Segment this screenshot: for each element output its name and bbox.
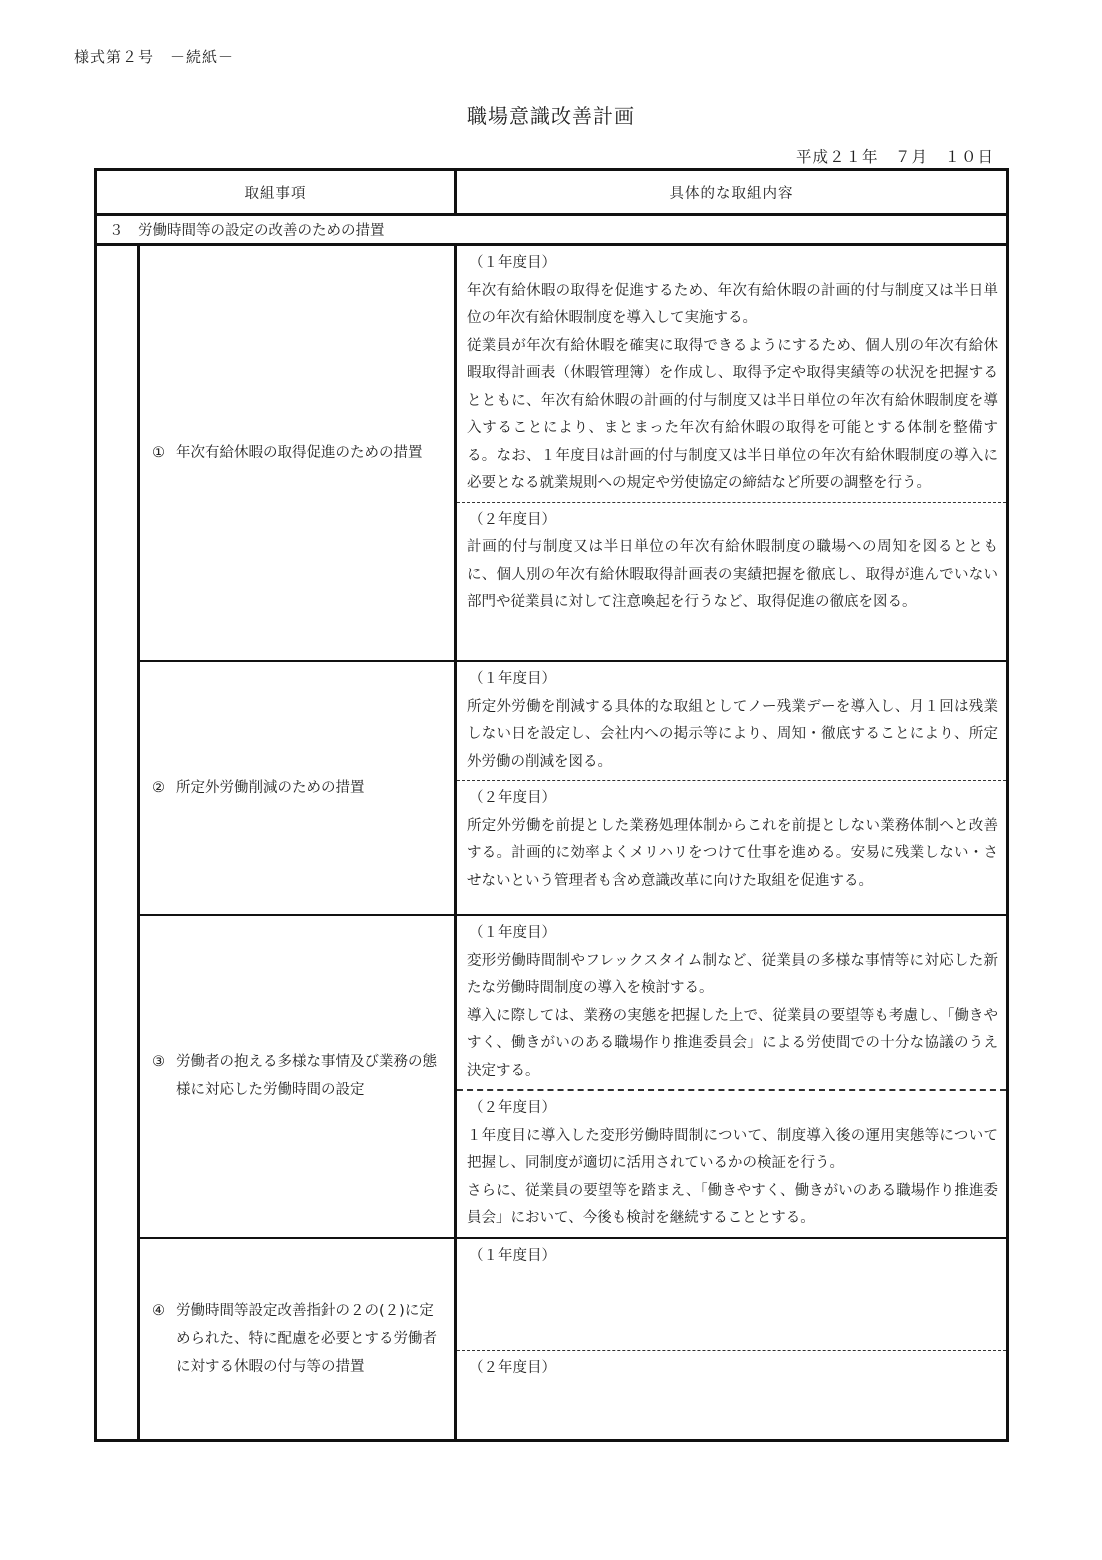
item-label-cell xyxy=(139,661,456,915)
table-row xyxy=(96,1238,1008,1441)
year1-paragraph: 年次有給休暇の取得を促進するため、年次有給休暇の計画的付与制度又は半日単位の年次有給休暇制度を導入して実施する。 xyxy=(467,282,998,326)
item-number: ③ xyxy=(152,1054,165,1071)
year2-block xyxy=(457,1350,1006,1439)
section-row xyxy=(96,215,1008,245)
table-row xyxy=(96,245,1008,662)
year2-label: （２年度目） xyxy=(469,511,556,528)
indent-column xyxy=(96,245,139,1441)
document-title: 職場意識改善計画 xyxy=(467,104,635,128)
year2-label: （２年度目） xyxy=(469,1359,556,1376)
year2-block xyxy=(457,502,1006,621)
item-content-cell xyxy=(456,1238,1008,1441)
section-title: ３ 労働時間等の設定の改善のための措置 xyxy=(96,215,1008,245)
year1-block xyxy=(457,916,1006,1089)
year1-block xyxy=(457,1239,1006,1350)
item-label-cell xyxy=(139,915,456,1238)
item-number: ① xyxy=(152,445,165,461)
table-header-row xyxy=(96,170,1008,215)
document-date: 平成２１年 ７月 １０日 xyxy=(795,148,994,166)
form-number: 様式第２号 －続紙－ xyxy=(74,48,235,66)
table-row xyxy=(96,915,1008,1238)
item-label: 年次有給休暇の取得促進のための措置 xyxy=(176,445,423,461)
header-measures: 取組事項 xyxy=(96,170,456,215)
year1-paragraph: 導入に際しては、業務の実態を把握した上で、従業員の要望等も考慮し、「働きやすく、働きがいのある職場作り推進委員会」による労使間での十分な協議のうえ決定する。 xyxy=(467,1007,998,1079)
year2-label: （２年度目） xyxy=(469,790,556,806)
year2-paragraph: 計画的付与制度又は半日単位の年次有給休暇制度の職場への周知を図るとともに、個人別の年次有給休暇取得計画表の実績把握を徹底し、取得が進んでいない部門や従業員に対して注意喚起を行うなど、取得促進の徹底を図る。 xyxy=(467,539,998,610)
year1-block xyxy=(457,246,1006,502)
item-label-cell xyxy=(139,1238,456,1441)
year2-paragraph: １年度目に導入した変形労働時間制について、制度導入後の運用実態等について把握し、同制度が適切に活用されているかの検証を行う。 xyxy=(467,1127,998,1171)
year1-paragraph: 変形労働時間制やフレックスタイム制など、従業員の多様な事情等に対応した新たな労働時間制度の導入を検討する。 xyxy=(467,952,998,996)
year1-paragraph: 従業員が年次有給休暇を確実に取得できるようにするため、個人別の年次有給休暇取得計画表（休暇管理簿）を作成し、取得予定や取得実績等の状況を把握するとともに、年次有給休暇の計画的付与制度又は半日単位の年次有給休暇制度を導入することにより、まとまった年次有給休暇の取得を可能とする体制を整備する。なお、１年度目は計画的付与制度又は半日単位の年次有給休暇制度の導入に必要となる就業規則への規定や労使協定の締結など所要の調整を行う。 xyxy=(467,337,998,491)
year1-label: （１年度目） xyxy=(469,925,556,941)
improvement-plan-table xyxy=(94,168,1009,1442)
item-content-cell xyxy=(456,245,1008,662)
year1-label: （１年度目） xyxy=(469,671,556,687)
year2-paragraph: さらに、従業員の要望等を踏まえ、「働きやすく、働きがいのある職場作り推進委員会」において、今後も検討を継続することとする。 xyxy=(467,1182,998,1226)
year1-label: （１年度目） xyxy=(469,255,556,271)
item-content-cell xyxy=(456,915,1008,1238)
item-label-cell xyxy=(139,245,456,662)
header-details: 具体的な取組内容 xyxy=(456,170,1008,215)
year2-block xyxy=(457,780,1006,899)
table-row xyxy=(96,661,1008,915)
year2-paragraph: 所定外労働を前提とした業務処理体制からこれを前提としない業務体制へと改善する。計画的に効率よくメリハリをつけて仕事を進める。安易に残業しない・させないという管理者も含め意識改革に向けた取組を促進する。 xyxy=(467,817,998,889)
item-number: ④ xyxy=(152,1302,165,1319)
year2-label: （２年度目） xyxy=(469,1100,556,1116)
year1-block xyxy=(457,662,1006,780)
year2-block xyxy=(457,1089,1006,1237)
item-content-cell xyxy=(456,661,1008,915)
item-label: 労働者の抱える多様な事情及び業務の態様に対応した労働時間の設定 xyxy=(176,1054,437,1099)
item-label: 所定外労働削減のための措置 xyxy=(176,780,365,796)
item-number: ② xyxy=(152,780,165,796)
year1-paragraph: 所定外労働を削減する具体的な取組としてノー残業デーを導入し、月１回は残業しない日を設定し、会社内への掲示等により、周知・徹底することにより、所定外労働の削減を図る。 xyxy=(467,698,998,770)
item-label: 労働時間等設定改善指針の２の(２)に定められた、特に配慮を必要とする労働者に対する休暇の付与等の措置 xyxy=(176,1302,437,1375)
year1-label: （１年度目） xyxy=(469,1247,556,1264)
